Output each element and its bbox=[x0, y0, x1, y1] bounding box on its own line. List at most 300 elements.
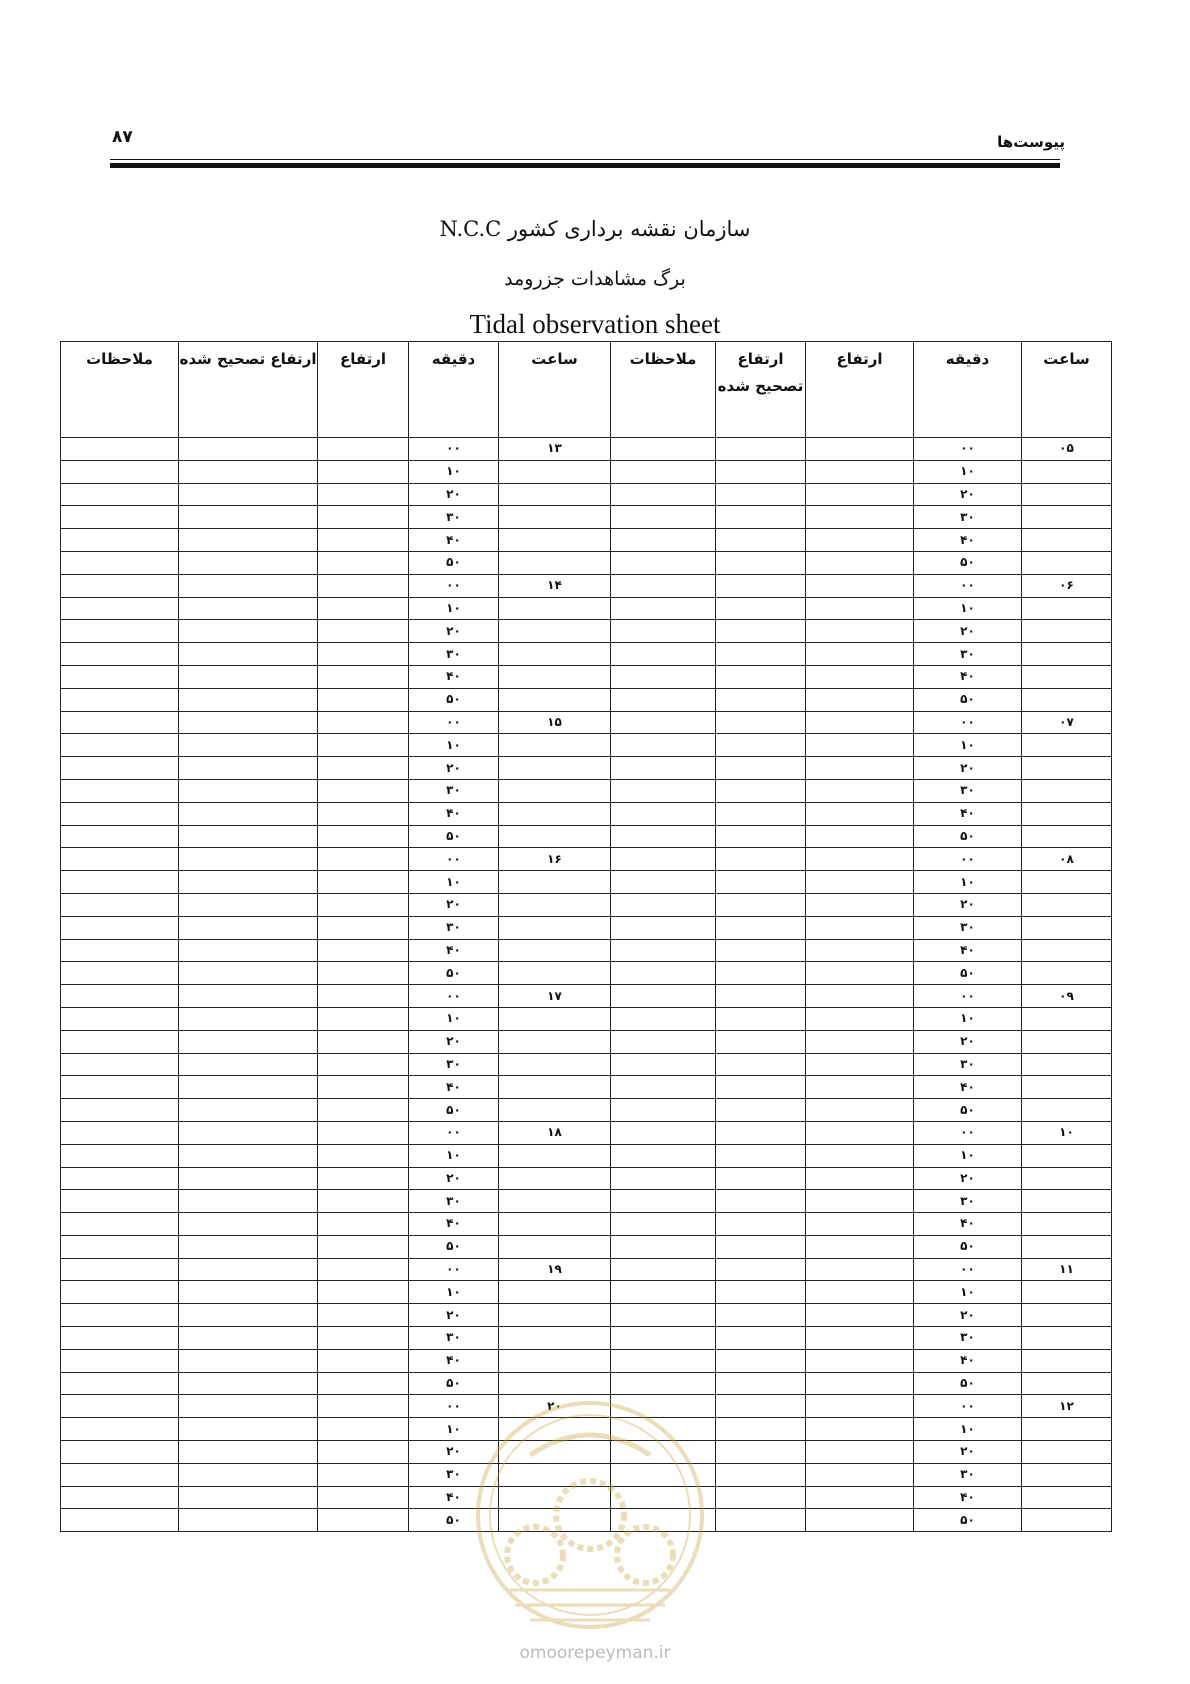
cell-corrected-height-left[interactable] bbox=[179, 1144, 318, 1167]
cell-height-right[interactable] bbox=[806, 871, 914, 894]
cell-remarks-right[interactable] bbox=[611, 483, 716, 506]
cell-hour-right bbox=[1022, 1167, 1112, 1190]
cell-height-left[interactable] bbox=[318, 825, 409, 848]
cell-remarks-right[interactable] bbox=[611, 711, 716, 734]
cell-corrected-height-left[interactable] bbox=[179, 802, 318, 825]
cell-height-right[interactable] bbox=[806, 597, 914, 620]
cell-remarks-left[interactable] bbox=[61, 939, 179, 962]
cell-height-right[interactable] bbox=[806, 1167, 914, 1190]
cell-corrected-height-left[interactable] bbox=[179, 779, 318, 802]
cell-remarks-left[interactable] bbox=[61, 985, 179, 1008]
cell-height-left[interactable] bbox=[318, 1418, 409, 1441]
cell-corrected-height-left[interactable] bbox=[179, 1327, 318, 1350]
cell-corrected-height-right[interactable] bbox=[716, 1509, 806, 1532]
cell-minute-right: ۲۰ bbox=[914, 1441, 1022, 1464]
cell-corrected-height-left[interactable] bbox=[179, 1213, 318, 1236]
cell-corrected-height-left[interactable] bbox=[179, 1053, 318, 1076]
cell-height-right[interactable] bbox=[806, 1327, 914, 1350]
cell-height-left[interactable] bbox=[318, 985, 409, 1008]
cell-height-right[interactable] bbox=[806, 460, 914, 483]
cell-height-right[interactable] bbox=[806, 848, 914, 871]
cell-remarks-right[interactable] bbox=[611, 620, 716, 643]
cell-remarks-left[interactable] bbox=[61, 962, 179, 985]
cell-remarks-left[interactable] bbox=[61, 1121, 179, 1144]
cell-remarks-left[interactable] bbox=[61, 1509, 179, 1532]
cell-corrected-height-left[interactable] bbox=[179, 1281, 318, 1304]
cell-remarks-left[interactable] bbox=[61, 1327, 179, 1350]
cell-corrected-height-left[interactable] bbox=[179, 1007, 318, 1030]
cell-height-right[interactable] bbox=[806, 1213, 914, 1236]
cell-remarks-left[interactable] bbox=[61, 848, 179, 871]
cell-corrected-height-right[interactable] bbox=[716, 688, 806, 711]
cell-corrected-height-right[interactable] bbox=[716, 643, 806, 666]
cell-corrected-height-right[interactable] bbox=[716, 757, 806, 780]
cell-remarks-left[interactable] bbox=[61, 529, 179, 552]
cell-remarks-right[interactable] bbox=[611, 1349, 716, 1372]
cell-remarks-right[interactable] bbox=[611, 529, 716, 552]
cell-remarks-left[interactable] bbox=[61, 551, 179, 574]
cell-remarks-left[interactable] bbox=[61, 643, 179, 666]
cell-corrected-height-left[interactable] bbox=[179, 483, 318, 506]
cell-height-right[interactable] bbox=[806, 1053, 914, 1076]
cell-corrected-height-left[interactable] bbox=[179, 1441, 318, 1464]
cell-height-right[interactable] bbox=[806, 483, 914, 506]
cell-height-left[interactable] bbox=[318, 1281, 409, 1304]
cell-remarks-left[interactable] bbox=[61, 1053, 179, 1076]
cell-corrected-height-left[interactable] bbox=[179, 1099, 318, 1122]
cell-height-left[interactable] bbox=[318, 893, 409, 916]
cell-remarks-left[interactable] bbox=[61, 574, 179, 597]
cell-corrected-height-left[interactable] bbox=[179, 1463, 318, 1486]
cell-remarks-right[interactable] bbox=[611, 893, 716, 916]
cell-remarks-left[interactable] bbox=[61, 1418, 179, 1441]
cell-corrected-height-right[interactable] bbox=[716, 893, 806, 916]
cell-corrected-height-right[interactable] bbox=[716, 483, 806, 506]
cell-height-left[interactable] bbox=[318, 1121, 409, 1144]
cell-corrected-height-left[interactable] bbox=[179, 1509, 318, 1532]
cell-height-right[interactable] bbox=[806, 665, 914, 688]
cell-corrected-height-right[interactable] bbox=[716, 962, 806, 985]
cell-height-right[interactable] bbox=[806, 506, 914, 529]
cell-height-left[interactable] bbox=[318, 802, 409, 825]
cell-corrected-height-right[interactable] bbox=[716, 529, 806, 552]
cell-remarks-right[interactable] bbox=[611, 1076, 716, 1099]
cell-remarks-right[interactable] bbox=[611, 551, 716, 574]
cell-corrected-height-right[interactable] bbox=[716, 620, 806, 643]
cell-remarks-left[interactable] bbox=[61, 1281, 179, 1304]
cell-corrected-height-left[interactable] bbox=[179, 757, 318, 780]
cell-corrected-height-left[interactable] bbox=[179, 688, 318, 711]
cell-corrected-height-left[interactable] bbox=[179, 1372, 318, 1395]
cell-remarks-left[interactable] bbox=[61, 620, 179, 643]
cell-corrected-height-right[interactable] bbox=[716, 1463, 806, 1486]
cell-remarks-right[interactable] bbox=[611, 1121, 716, 1144]
cell-height-left[interactable] bbox=[318, 574, 409, 597]
cell-hour-left bbox=[499, 1327, 611, 1350]
cell-remarks-right[interactable] bbox=[611, 1281, 716, 1304]
cell-minute-left: ۴۰ bbox=[409, 1486, 499, 1509]
cell-height-left[interactable] bbox=[318, 665, 409, 688]
cell-corrected-height-right[interactable] bbox=[716, 779, 806, 802]
cell-height-left[interactable] bbox=[318, 1030, 409, 1053]
cell-corrected-height-left[interactable] bbox=[179, 1076, 318, 1099]
cell-corrected-height-left[interactable] bbox=[179, 1349, 318, 1372]
cell-remarks-left[interactable] bbox=[61, 1258, 179, 1281]
cell-remarks-left[interactable] bbox=[61, 1372, 179, 1395]
cell-hour-left bbox=[499, 871, 611, 894]
cell-height-right[interactable] bbox=[806, 1349, 914, 1372]
cell-remarks-left[interactable] bbox=[61, 825, 179, 848]
cell-corrected-height-left[interactable] bbox=[179, 529, 318, 552]
cell-corrected-height-right[interactable] bbox=[716, 848, 806, 871]
cell-remarks-left[interactable] bbox=[61, 1395, 179, 1418]
cell-corrected-height-left[interactable] bbox=[179, 893, 318, 916]
cell-height-right[interactable] bbox=[806, 1281, 914, 1304]
cell-height-left[interactable] bbox=[318, 1235, 409, 1258]
cell-corrected-height-left[interactable] bbox=[179, 848, 318, 871]
cell-corrected-height-right[interactable] bbox=[716, 506, 806, 529]
cell-height-left[interactable] bbox=[318, 620, 409, 643]
cell-height-right[interactable] bbox=[806, 757, 914, 780]
cell-corrected-height-left[interactable] bbox=[179, 643, 318, 666]
cell-height-right[interactable] bbox=[806, 1121, 914, 1144]
cell-height-right[interactable] bbox=[806, 711, 914, 734]
cell-remarks-right[interactable] bbox=[611, 1327, 716, 1350]
cell-height-left[interactable] bbox=[318, 1395, 409, 1418]
cell-height-left[interactable] bbox=[318, 1463, 409, 1486]
cell-minute-left: ۴۰ bbox=[409, 1213, 499, 1236]
cell-height-left[interactable] bbox=[318, 962, 409, 985]
cell-remarks-right[interactable] bbox=[611, 1167, 716, 1190]
cell-remarks-right[interactable] bbox=[611, 962, 716, 985]
cell-remarks-left[interactable] bbox=[61, 1167, 179, 1190]
cell-corrected-height-right[interactable] bbox=[716, 802, 806, 825]
cell-height-right[interactable] bbox=[806, 916, 914, 939]
cell-height-right[interactable] bbox=[806, 1076, 914, 1099]
cell-height-left[interactable] bbox=[318, 1053, 409, 1076]
cell-corrected-height-left[interactable] bbox=[179, 1121, 318, 1144]
cell-remarks-right[interactable] bbox=[611, 871, 716, 894]
cell-height-right[interactable] bbox=[806, 1304, 914, 1327]
cell-remarks-left[interactable] bbox=[61, 506, 179, 529]
cell-corrected-height-left[interactable] bbox=[179, 460, 318, 483]
cell-height-left[interactable] bbox=[318, 529, 409, 552]
cell-corrected-height-right[interactable] bbox=[716, 985, 806, 1008]
cell-height-left[interactable] bbox=[318, 1007, 409, 1030]
cell-remarks-right[interactable] bbox=[611, 1007, 716, 1030]
cell-remarks-right[interactable] bbox=[611, 779, 716, 802]
cell-minute-right: ۳۰ bbox=[914, 1053, 1022, 1076]
cell-remarks-left[interactable] bbox=[61, 1144, 179, 1167]
cell-corrected-height-right[interactable] bbox=[716, 1030, 806, 1053]
cell-corrected-height-left[interactable] bbox=[179, 734, 318, 757]
cell-height-left[interactable] bbox=[318, 438, 409, 461]
cell-height-right[interactable] bbox=[806, 1030, 914, 1053]
cell-corrected-height-right[interactable] bbox=[716, 574, 806, 597]
cell-minute-right: ۴۰ bbox=[914, 939, 1022, 962]
cell-height-right[interactable] bbox=[806, 1258, 914, 1281]
cell-remarks-left[interactable] bbox=[61, 779, 179, 802]
cell-height-right[interactable] bbox=[806, 825, 914, 848]
cell-height-right[interactable] bbox=[806, 779, 914, 802]
cell-corrected-height-right[interactable] bbox=[716, 1007, 806, 1030]
cell-height-right[interactable] bbox=[806, 1190, 914, 1213]
cell-corrected-height-right[interactable] bbox=[716, 1395, 806, 1418]
cell-corrected-height-right[interactable] bbox=[716, 939, 806, 962]
cell-corrected-height-left[interactable] bbox=[179, 574, 318, 597]
cell-remarks-right[interactable] bbox=[611, 460, 716, 483]
cell-height-left[interactable] bbox=[318, 757, 409, 780]
cell-height-left[interactable] bbox=[318, 1076, 409, 1099]
cell-corrected-height-left[interactable] bbox=[179, 665, 318, 688]
table-row bbox=[61, 1235, 1112, 1258]
cell-height-right[interactable] bbox=[806, 1395, 914, 1418]
cell-remarks-right[interactable] bbox=[611, 802, 716, 825]
cell-corrected-height-right[interactable] bbox=[716, 825, 806, 848]
cell-height-left[interactable] bbox=[318, 597, 409, 620]
cell-height-right[interactable] bbox=[806, 1372, 914, 1395]
cell-remarks-right[interactable] bbox=[611, 939, 716, 962]
cell-height-left[interactable] bbox=[318, 1304, 409, 1327]
cell-height-right[interactable] bbox=[806, 643, 914, 666]
cell-corrected-height-right[interactable] bbox=[716, 1144, 806, 1167]
cell-height-right[interactable] bbox=[806, 574, 914, 597]
cell-corrected-height-right[interactable] bbox=[716, 1349, 806, 1372]
cell-remarks-left[interactable] bbox=[61, 1030, 179, 1053]
cell-remarks-right[interactable] bbox=[611, 1235, 716, 1258]
cell-remarks-left[interactable] bbox=[61, 1007, 179, 1030]
cell-corrected-height-left[interactable] bbox=[179, 871, 318, 894]
cell-corrected-height-right[interactable] bbox=[716, 871, 806, 894]
cell-corrected-height-left[interactable] bbox=[179, 1304, 318, 1327]
cell-corrected-height-left[interactable] bbox=[179, 597, 318, 620]
cell-height-right[interactable] bbox=[806, 893, 914, 916]
cell-height-left[interactable] bbox=[318, 1372, 409, 1395]
cell-corrected-height-right[interactable] bbox=[716, 1121, 806, 1144]
cell-corrected-height-right[interactable] bbox=[716, 916, 806, 939]
cell-remarks-left[interactable] bbox=[61, 1235, 179, 1258]
cell-height-left[interactable] bbox=[318, 1509, 409, 1532]
cell-remarks-right[interactable] bbox=[611, 1304, 716, 1327]
cell-height-right[interactable] bbox=[806, 962, 914, 985]
cell-height-right[interactable] bbox=[806, 1235, 914, 1258]
cell-remarks-right[interactable] bbox=[611, 1053, 716, 1076]
cell-remarks-left[interactable] bbox=[61, 1190, 179, 1213]
cell-height-left[interactable] bbox=[318, 848, 409, 871]
cell-corrected-height-right[interactable] bbox=[716, 1235, 806, 1258]
cell-height-left[interactable] bbox=[318, 506, 409, 529]
cell-height-right[interactable] bbox=[806, 1007, 914, 1030]
cell-remarks-left[interactable] bbox=[61, 802, 179, 825]
cell-remarks-left[interactable] bbox=[61, 1076, 179, 1099]
cell-corrected-height-left[interactable] bbox=[179, 1167, 318, 1190]
cell-remarks-left[interactable] bbox=[61, 711, 179, 734]
cell-remarks-left[interactable] bbox=[61, 1349, 179, 1372]
cell-remarks-right[interactable] bbox=[611, 757, 716, 780]
cell-height-left[interactable] bbox=[318, 939, 409, 962]
cell-height-right[interactable] bbox=[806, 802, 914, 825]
cell-remarks-right[interactable] bbox=[611, 1372, 716, 1395]
cell-remarks-left[interactable] bbox=[61, 1213, 179, 1236]
cell-remarks-right[interactable] bbox=[611, 916, 716, 939]
cell-height-left[interactable] bbox=[318, 711, 409, 734]
cell-remarks-left[interactable] bbox=[61, 460, 179, 483]
cell-height-left[interactable] bbox=[318, 1441, 409, 1464]
cell-height-right[interactable] bbox=[806, 1463, 914, 1486]
cell-height-left[interactable] bbox=[318, 1486, 409, 1509]
cell-height-left[interactable] bbox=[318, 688, 409, 711]
cell-corrected-height-right[interactable] bbox=[716, 1190, 806, 1213]
cell-height-left[interactable] bbox=[318, 1213, 409, 1236]
cell-height-left[interactable] bbox=[318, 734, 409, 757]
cell-height-left[interactable] bbox=[318, 1190, 409, 1213]
cell-remarks-right[interactable] bbox=[611, 438, 716, 461]
cell-corrected-height-left[interactable] bbox=[179, 1190, 318, 1213]
cell-corrected-height-left[interactable] bbox=[179, 962, 318, 985]
cell-remarks-right[interactable] bbox=[611, 643, 716, 666]
cell-height-right[interactable] bbox=[806, 529, 914, 552]
cell-remarks-left[interactable] bbox=[61, 665, 179, 688]
cell-height-left[interactable] bbox=[318, 1144, 409, 1167]
cell-corrected-height-right[interactable] bbox=[716, 1076, 806, 1099]
cell-remarks-right[interactable] bbox=[611, 597, 716, 620]
cell-corrected-height-right[interactable] bbox=[716, 1281, 806, 1304]
cell-remarks-left[interactable] bbox=[61, 1486, 179, 1509]
cell-remarks-left[interactable] bbox=[61, 688, 179, 711]
cell-corrected-height-right[interactable] bbox=[716, 597, 806, 620]
cell-remarks-left[interactable] bbox=[61, 916, 179, 939]
cell-corrected-height-left[interactable] bbox=[179, 438, 318, 461]
cell-corrected-height-left[interactable] bbox=[179, 985, 318, 1008]
cell-remarks-left[interactable] bbox=[61, 597, 179, 620]
cell-corrected-height-right[interactable] bbox=[716, 1441, 806, 1464]
cell-corrected-height-left[interactable] bbox=[179, 551, 318, 574]
header-hour-left: ساعت bbox=[499, 342, 611, 438]
cell-corrected-height-left[interactable] bbox=[179, 1486, 318, 1509]
cell-height-left[interactable] bbox=[318, 916, 409, 939]
cell-corrected-height-left[interactable] bbox=[179, 711, 318, 734]
cell-height-left[interactable] bbox=[318, 1327, 409, 1350]
cell-height-left[interactable] bbox=[318, 643, 409, 666]
cell-corrected-height-right[interactable] bbox=[716, 551, 806, 574]
cell-remarks-left[interactable] bbox=[61, 438, 179, 461]
cell-hour-left bbox=[499, 620, 611, 643]
cell-height-right[interactable] bbox=[806, 551, 914, 574]
cell-hour-left: ۲۰ bbox=[499, 1395, 611, 1418]
cell-height-right[interactable] bbox=[806, 1099, 914, 1122]
cell-corrected-height-left[interactable] bbox=[179, 1395, 318, 1418]
cell-minute-left: ۰۰ bbox=[409, 574, 499, 597]
cell-corrected-height-right[interactable] bbox=[716, 665, 806, 688]
cell-height-right[interactable] bbox=[806, 1486, 914, 1509]
cell-remarks-right[interactable] bbox=[611, 574, 716, 597]
cell-height-left[interactable] bbox=[318, 483, 409, 506]
cell-height-right[interactable] bbox=[806, 939, 914, 962]
cell-hour-right bbox=[1022, 506, 1112, 529]
cell-height-left[interactable] bbox=[318, 460, 409, 483]
cell-corrected-height-right[interactable] bbox=[716, 1167, 806, 1190]
cell-corrected-height-left[interactable] bbox=[179, 506, 318, 529]
cell-remarks-right[interactable] bbox=[611, 1030, 716, 1053]
cell-remarks-left[interactable] bbox=[61, 734, 179, 757]
cell-minute-right: ۵۰ bbox=[914, 962, 1022, 985]
cell-height-right[interactable] bbox=[806, 1144, 914, 1167]
cell-remarks-right[interactable] bbox=[611, 688, 716, 711]
table-row bbox=[61, 597, 1112, 620]
cell-remarks-right[interactable] bbox=[611, 825, 716, 848]
cell-height-right[interactable] bbox=[806, 1441, 914, 1464]
cell-remarks-right[interactable] bbox=[611, 1213, 716, 1236]
cell-height-left[interactable] bbox=[318, 779, 409, 802]
cell-remarks-left[interactable] bbox=[61, 483, 179, 506]
cell-corrected-height-right[interactable] bbox=[716, 711, 806, 734]
cell-remarks-right[interactable] bbox=[611, 1258, 716, 1281]
cell-corrected-height-left[interactable] bbox=[179, 1235, 318, 1258]
cell-remarks-right[interactable] bbox=[611, 1144, 716, 1167]
cell-height-right[interactable] bbox=[806, 1509, 914, 1532]
cell-height-right[interactable] bbox=[806, 985, 914, 1008]
cell-corrected-height-left[interactable] bbox=[179, 825, 318, 848]
cell-remarks-left[interactable] bbox=[61, 757, 179, 780]
cell-height-right[interactable] bbox=[806, 734, 914, 757]
cell-corrected-height-right[interactable] bbox=[716, 1327, 806, 1350]
cell-height-right[interactable] bbox=[806, 620, 914, 643]
cell-corrected-height-left[interactable] bbox=[179, 1258, 318, 1281]
cell-remarks-left[interactable] bbox=[61, 1441, 179, 1464]
cell-remarks-right[interactable] bbox=[611, 985, 716, 1008]
cell-minute-left: ۰۰ bbox=[409, 1395, 499, 1418]
cell-corrected-height-left[interactable] bbox=[179, 620, 318, 643]
cell-corrected-height-right[interactable] bbox=[716, 1258, 806, 1281]
cell-height-right[interactable] bbox=[806, 438, 914, 461]
cell-height-left[interactable] bbox=[318, 1099, 409, 1122]
cell-remarks-right[interactable] bbox=[611, 665, 716, 688]
cell-remarks-right[interactable] bbox=[611, 848, 716, 871]
cell-remarks-left[interactable] bbox=[61, 1304, 179, 1327]
cell-corrected-height-left[interactable] bbox=[179, 1418, 318, 1441]
cell-remarks-right[interactable] bbox=[611, 734, 716, 757]
cell-corrected-height-right[interactable] bbox=[716, 734, 806, 757]
cell-remarks-left[interactable] bbox=[61, 1463, 179, 1486]
cell-corrected-height-right[interactable] bbox=[716, 1304, 806, 1327]
cell-remarks-right[interactable] bbox=[611, 1099, 716, 1122]
cell-corrected-height-right[interactable] bbox=[716, 1486, 806, 1509]
cell-corrected-height-right[interactable] bbox=[716, 1099, 806, 1122]
cell-height-left[interactable] bbox=[318, 871, 409, 894]
cell-remarks-right[interactable] bbox=[611, 1190, 716, 1213]
cell-corrected-height-right[interactable] bbox=[716, 1418, 806, 1441]
cell-corrected-height-right[interactable] bbox=[716, 1053, 806, 1076]
cell-corrected-height-right[interactable] bbox=[716, 460, 806, 483]
cell-corrected-height-right[interactable] bbox=[716, 1372, 806, 1395]
cell-height-left[interactable] bbox=[318, 1167, 409, 1190]
cell-height-right[interactable] bbox=[806, 688, 914, 711]
cell-height-right[interactable] bbox=[806, 1418, 914, 1441]
cell-corrected-height-left[interactable] bbox=[179, 916, 318, 939]
cell-corrected-height-left[interactable] bbox=[179, 1030, 318, 1053]
cell-height-left[interactable] bbox=[318, 551, 409, 574]
cell-height-left[interactable] bbox=[318, 1258, 409, 1281]
cell-remarks-left[interactable] bbox=[61, 893, 179, 916]
cell-hour-left bbox=[499, 1076, 611, 1099]
cell-remarks-left[interactable] bbox=[61, 871, 179, 894]
cell-remarks-left[interactable] bbox=[61, 1099, 179, 1122]
cell-corrected-height-left[interactable] bbox=[179, 939, 318, 962]
cell-remarks-right[interactable] bbox=[611, 506, 716, 529]
cell-corrected-height-right[interactable] bbox=[716, 438, 806, 461]
cell-corrected-height-right[interactable] bbox=[716, 1213, 806, 1236]
cell-height-left[interactable] bbox=[318, 1349, 409, 1372]
